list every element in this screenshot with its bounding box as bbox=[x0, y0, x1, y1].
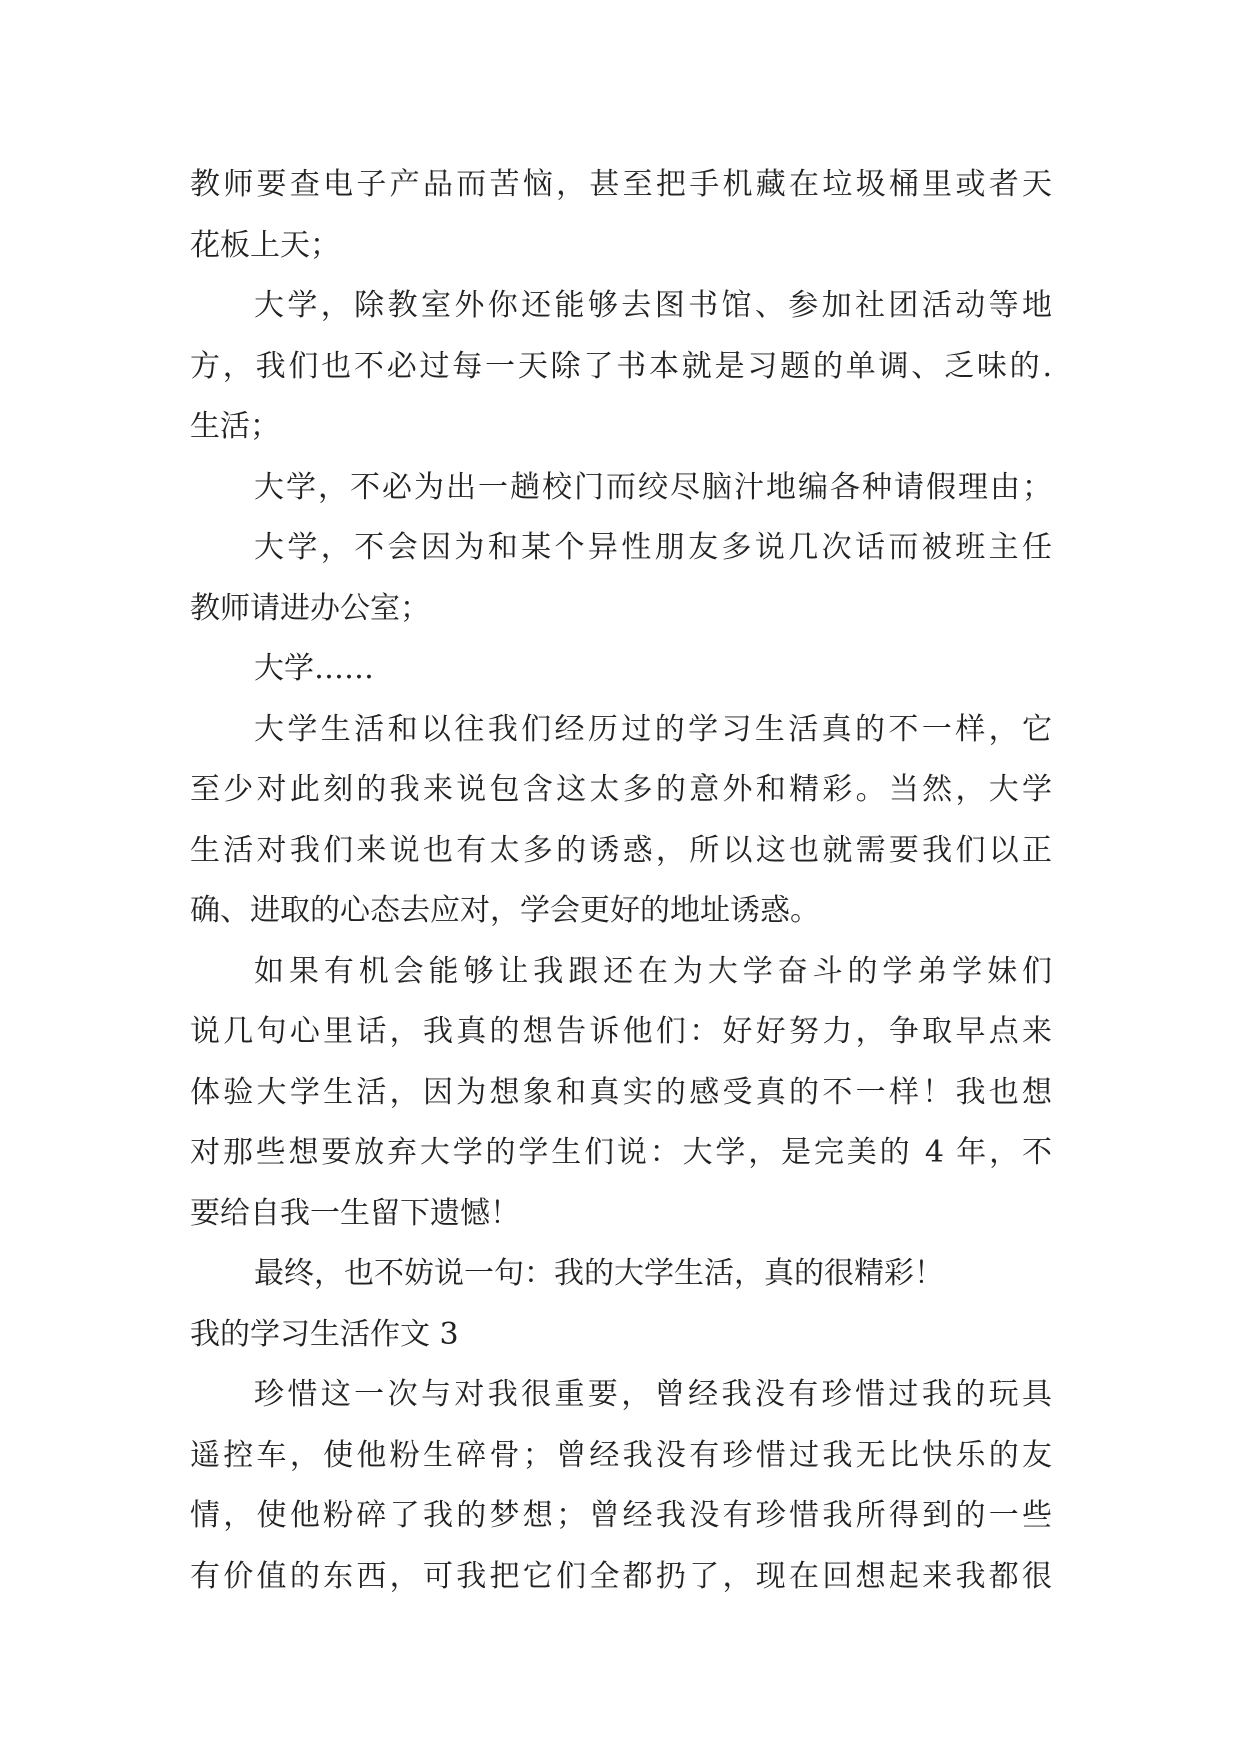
text-line: 大学，除教室外你还能够去图书馆、参加社团活动等地 bbox=[254, 288, 1052, 323]
text-line: 如果有机会能够让我跟还在为大学奋斗的学弟学妹们 bbox=[254, 953, 1052, 989]
text-line: 大学生活和以往我们经历过的学习生活真的不一样，它 bbox=[254, 711, 1052, 747]
text-line: 情，使他粉碎了我的梦想；曾经我没有珍惜我所得到的一些 bbox=[190, 1498, 1052, 1533]
text-line: 说几句心里话，我真的想告诉他们：好好努力，争取早点来 bbox=[190, 1014, 1052, 1049]
document-body bbox=[190, 155, 1052, 1607]
text-line: 有价值的东西，可我把它们全都扔了，现在回想起来我都很 bbox=[190, 1558, 1052, 1594]
text-line: 至少对此刻的我来说包含这太多的意外和精彩。当然，大学 bbox=[190, 772, 1052, 807]
text-line: 要给自我一生留下遗憾！ bbox=[190, 1195, 520, 1231]
text-line: 生活； bbox=[190, 409, 280, 444]
text-line: 方，我们也不必过每一天除了书本就是习题的单调、乏味的. bbox=[190, 348, 1052, 384]
text-line: 大学…… bbox=[254, 651, 374, 686]
text-line: 大学，不会因为和某个异性朋友多说几次话而被班主任 bbox=[254, 530, 1052, 565]
text-line: 教师请进办公室； bbox=[190, 590, 430, 626]
text-line: 体验大学生活，因为想象和真实的感受真的不一样！我也想 bbox=[190, 1074, 1052, 1110]
text-line: 最终，也不妨说一句：我的大学生活，真的很精彩！ bbox=[254, 1256, 944, 1291]
text-line: 遥控车，使他粉生碎骨；曾经我没有珍惜过我无比快乐的友 bbox=[190, 1437, 1052, 1473]
text-line: 我的学习生活作文 3 bbox=[190, 1316, 459, 1352]
text-line: 生活对我们来说也有太多的诱惑，所以这也就需要我们以正 bbox=[190, 832, 1052, 868]
text-line: 大学，不必为出一趟校门而绞尽脑汁地编各种请假理由； bbox=[254, 469, 1052, 505]
text-line: 对那些想要放弃大学的学生们说：大学，是完美的 4 年，不 bbox=[190, 1135, 1052, 1170]
text-line: 珍惜这一次与对我很重要，曾经我没有珍惜过我的玩具 bbox=[254, 1377, 1052, 1412]
text-line: 花板上天； bbox=[190, 227, 340, 263]
text-line: 确、进取的心态去应对，学会更好的地址诱惑。 bbox=[190, 893, 820, 928]
text-line: 教师要查电子产品而苦恼，甚至把手机藏在垃圾桶里或者天 bbox=[190, 167, 1052, 202]
